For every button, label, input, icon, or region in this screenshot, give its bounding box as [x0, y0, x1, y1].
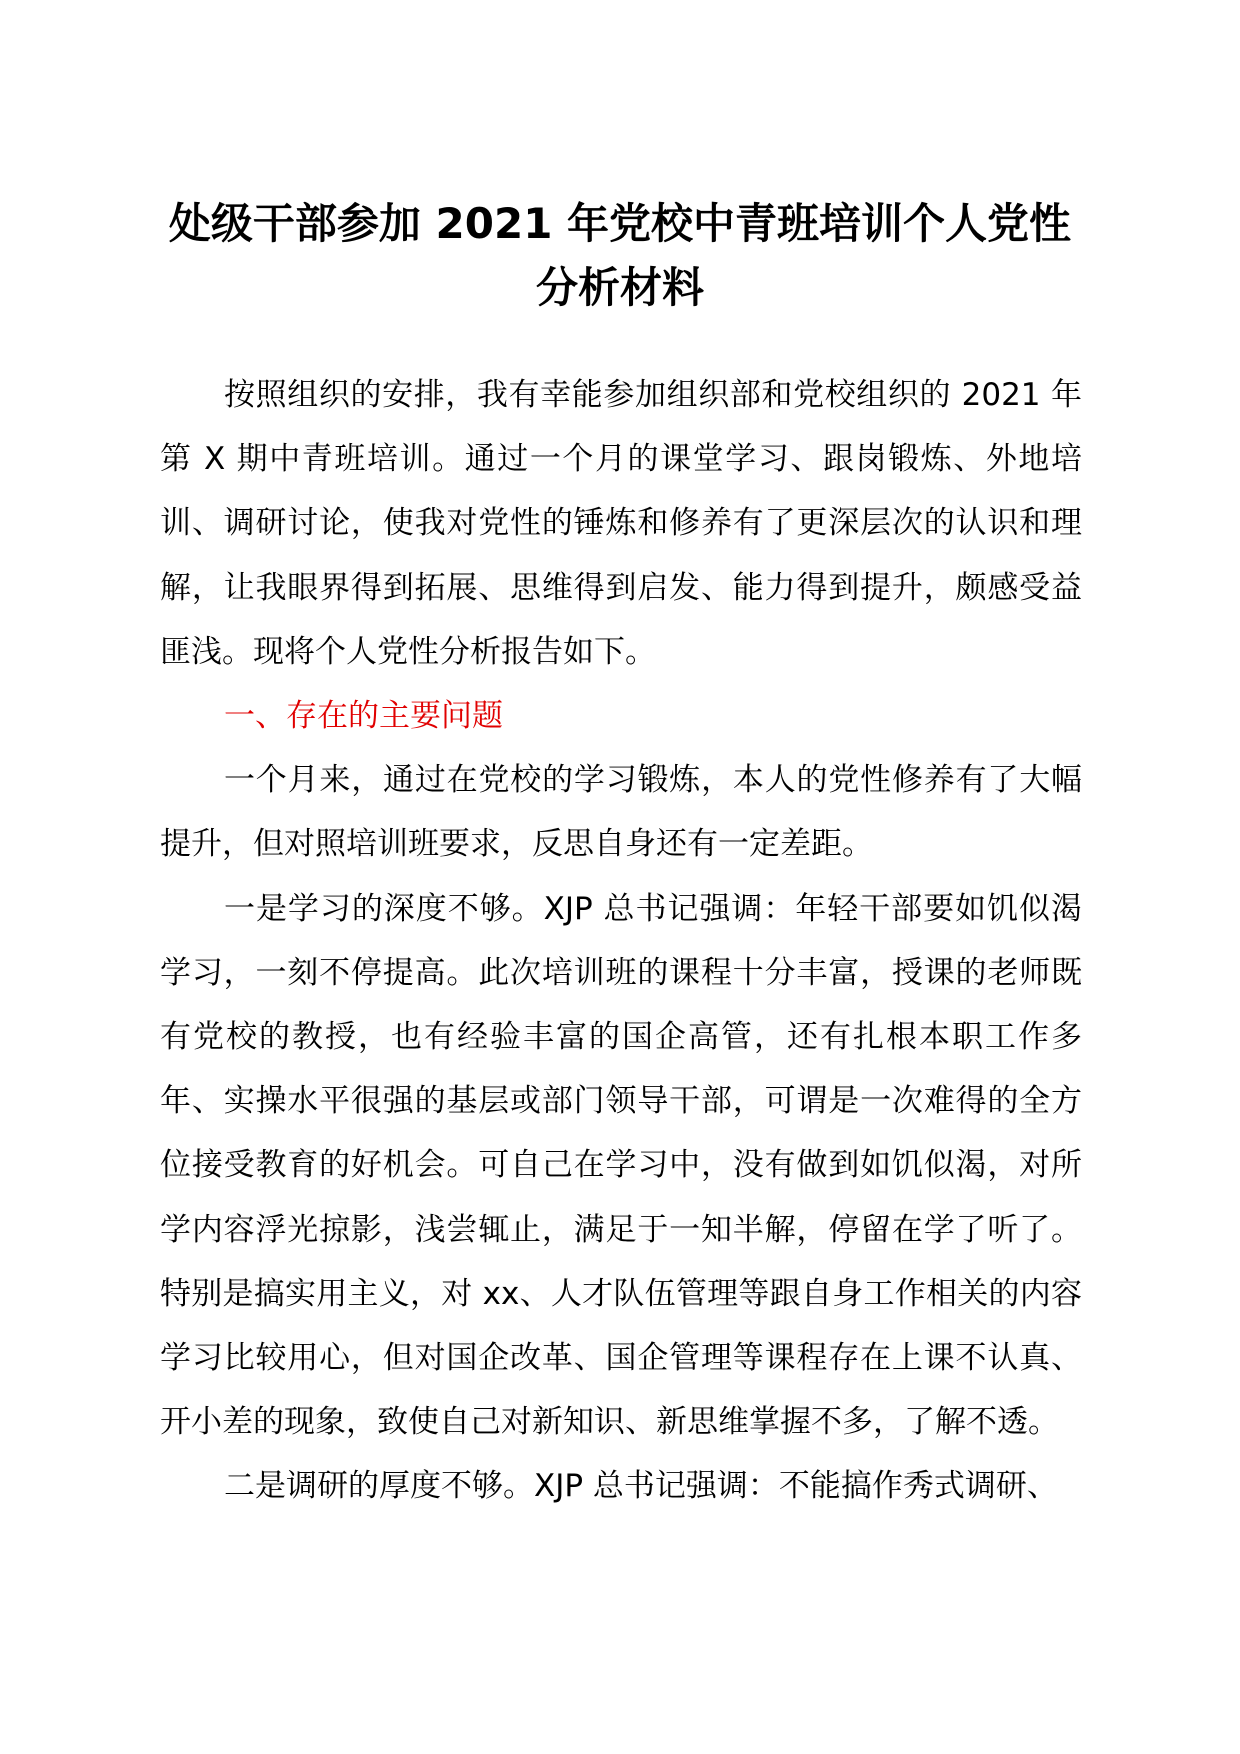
document-title: 处级干部参加 2021 年党校中青班培训个人党性分析材料 — [168, 199, 1072, 312]
body-paragraph: 一是学习的深度不够。XJP 总书记强调：年轻干部要如饥似渴学习，一刻不停提高。此次培训班的课程十分丰富，授课的老师既有党校的教授，也有经验丰富的国企高管，还有扎根本职工作多年、实操水平很强的基层或部门领导干部，可谓是一次难得的全方位接受教育的好机会。可自己在学习中，没有做到如饥似渴，对所学内容浮光掠影，浅尝辄止，满足于一知半解，停留在学了听了。特别是搞实用主义，对 xx、人才队伍管理等跟自身工作相关的内容学习比较用心，但对国企改革、国企管理等课程存在上课不认真、开小差的现象，致使自己对新知识、新思维掌握不多，了解不透。 — [160, 890, 1082, 1441]
document-body — [160, 363, 1082, 1519]
section-heading: 一、存在的主要问题 — [224, 698, 503, 735]
intro-paragraph: 按照组织的安排，我有幸能参加组织部和党校组织的 2021 年第 X 期中青班培训。通过一个月的课堂学习、跟岗锻炼、外地培训、调研讨论，使我对党性的锤炼和修养有了更深层次的认识和理解，让我眼界得到拓展、思维得到启发、能力得到提升，颇感受益匪浅。现将个人党性分析报告如下。 — [160, 377, 1082, 670]
body-paragraph: 一个月来，通过在党校的学习锻炼，本人的党性修养有了大幅提升，但对照培训班要求，反思自身还有一定差距。 — [160, 762, 1082, 863]
body-paragraph: 二是调研的厚度不够。XJP 总书记强调：不能搞作秀式调研、 — [224, 1468, 1058, 1505]
